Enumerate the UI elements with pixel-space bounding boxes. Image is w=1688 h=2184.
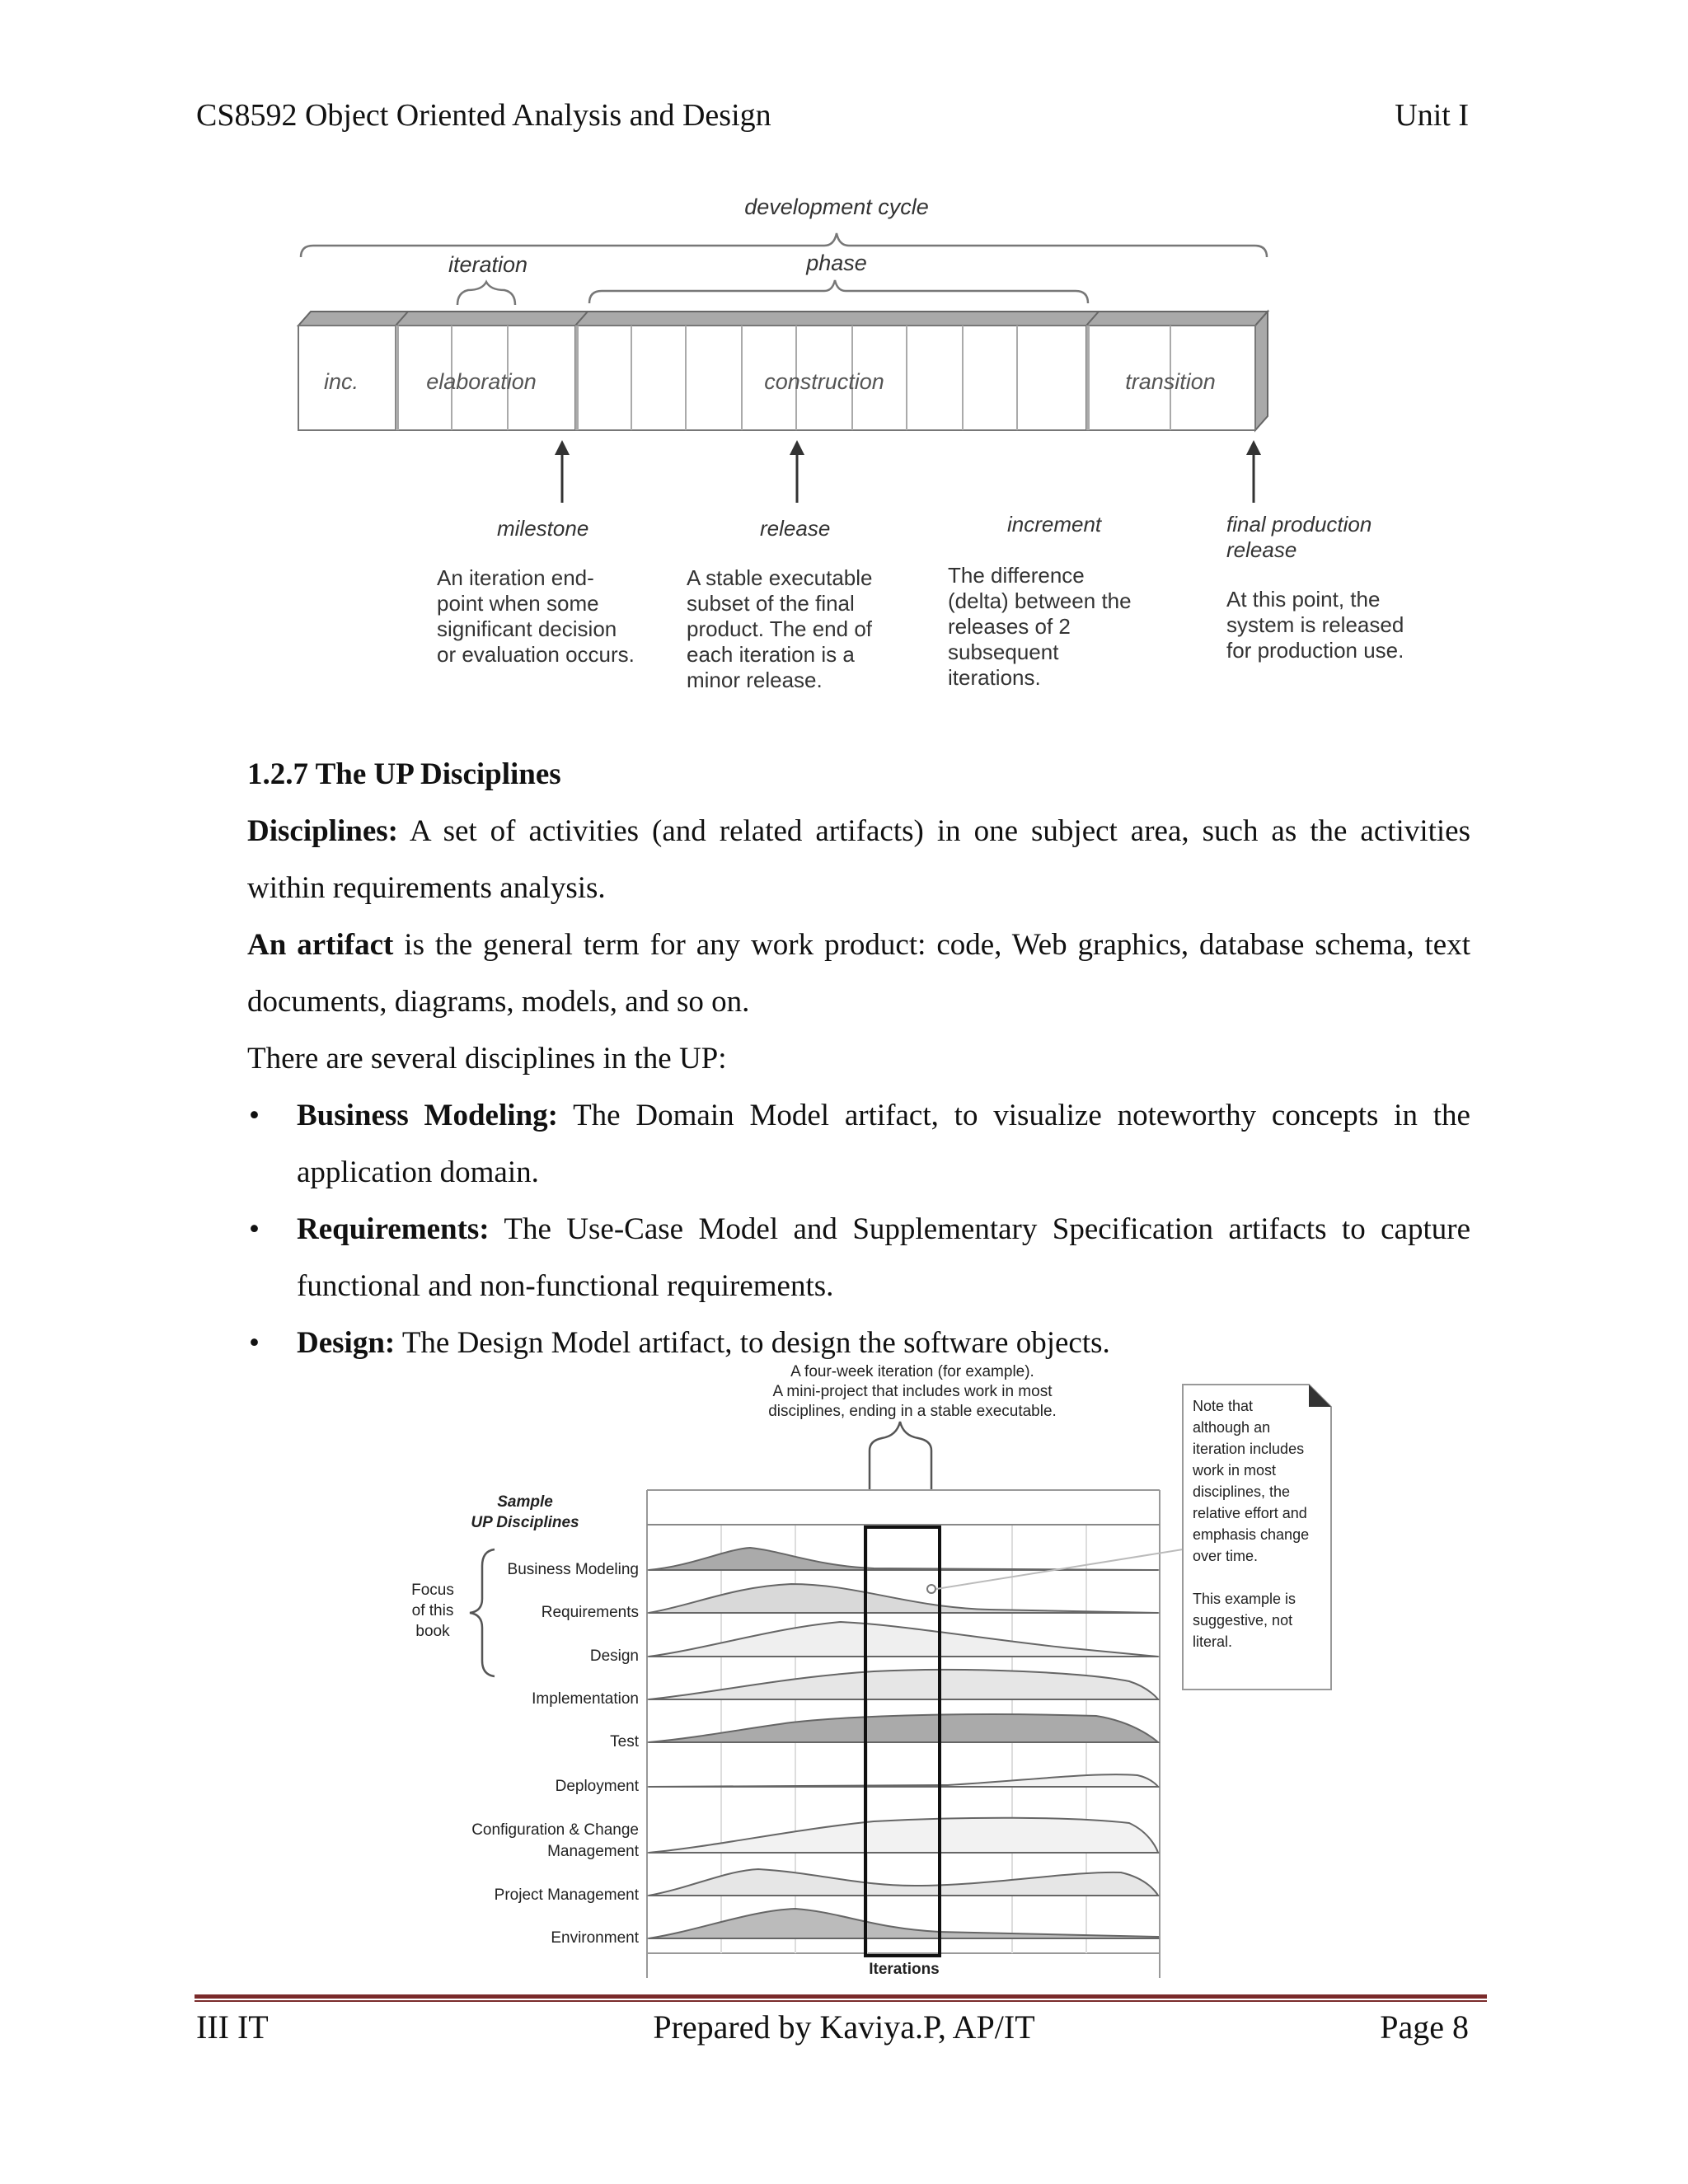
curve-environment [649, 1909, 1158, 1938]
bullet-label: Requirements: [297, 1212, 490, 1246]
increment-desc-4: subsequent [948, 640, 1059, 664]
bullet-text: The Domain Model artifact, to visualize noteworthy concepts in the application domain. [297, 1099, 1470, 1189]
artifact-label: An artifact [247, 928, 394, 962]
curve-design [649, 1622, 1158, 1657]
row-configuration-1: Configuration & Change [471, 1821, 639, 1839]
row-project-management: Project Management [494, 1886, 639, 1904]
sample-title-1: Sample [497, 1493, 553, 1511]
increment-desc-3: releases of 2 [948, 614, 1071, 639]
curve-test [649, 1714, 1158, 1742]
sample-title-2: UP Disciplines [471, 1514, 579, 1531]
side-note-11: suggestive, not [1193, 1612, 1293, 1629]
disciplines-intro: There are several disciplines in the UP: [247, 1042, 727, 1076]
phase-label-transition: transition [1125, 369, 1216, 394]
focus-1: Focus [411, 1582, 454, 1599]
release-desc-5: minor release. [687, 668, 823, 692]
curve-configuration [649, 1818, 1158, 1853]
final-release-desc-2: system is released [1226, 612, 1404, 637]
focus-3: book [415, 1623, 450, 1640]
curve-project-management [649, 1869, 1158, 1896]
side-note-5: disciplines, the [1193, 1483, 1291, 1500]
side-note-10: This example is [1193, 1591, 1296, 1607]
phase-label-elaboration: elaboration [426, 369, 537, 394]
iteration-note-1: A four-week iteration (for example). [790, 1363, 1034, 1380]
iterations-label: Iterations [869, 1961, 940, 1978]
bullet-text: The Design Model artifact, to design the software objects. [395, 1326, 1110, 1360]
row-business-modeling: Business Modeling [507, 1561, 639, 1578]
bullet-icon: • [249, 1099, 260, 1132]
section-heading: 1.2.7 The UP Disciplines [247, 757, 561, 791]
iteration-note-3: disciplines, ending in a stable executable. [768, 1403, 1057, 1420]
increment-desc-5: iterations. [948, 665, 1041, 690]
footer-class: III IT [196, 2008, 269, 2046]
release-title: release [760, 516, 831, 541]
bullet-icon: • [249, 1212, 260, 1246]
release-desc-3: product. The end of [687, 616, 873, 641]
increment-title: increment [1007, 512, 1102, 537]
bullet-label: Business Modeling: [297, 1099, 558, 1132]
footer-page-number: Page 8 [1380, 2008, 1469, 2046]
increment-desc-1: The difference [948, 563, 1085, 588]
header-unit: Unit I [1395, 98, 1469, 133]
iteration-note-2: A mini-project that includes work in most [772, 1383, 1053, 1400]
curve-requirements [649, 1584, 1158, 1613]
side-note-8: over time. [1193, 1548, 1259, 1564]
milestone-desc-3: significant decision [437, 616, 617, 641]
curve-business-modeling [649, 1548, 1158, 1570]
phase-label-construction: construction [764, 369, 884, 394]
label-development-cycle: development cycle [744, 194, 929, 219]
milestone-desc-1: An iteration end- [437, 565, 594, 590]
milestone-desc-4: or evaluation occurs. [437, 642, 635, 667]
row-implementation: Implementation [532, 1690, 639, 1708]
row-configuration-2: Management [547, 1843, 639, 1860]
curve-implementation [649, 1670, 1158, 1699]
final-release-title-2: release [1226, 537, 1297, 562]
header-course-title: CS8592 Object Oriented Analysis and Design [196, 98, 771, 133]
curve-deployment [649, 1774, 1158, 1787]
focus-brace [470, 1549, 495, 1676]
disciplines-label: Disciplines: [247, 814, 398, 848]
side-note-4: work in most [1193, 1462, 1277, 1479]
row-environment: Environment [551, 1929, 639, 1947]
release-desc-1: A stable executable [687, 565, 873, 590]
side-note-2: although an [1193, 1419, 1271, 1436]
disciplines-text: A set of activities (and related artifacts) in one subject area, such as the activities within requirements analysis. [247, 814, 1470, 905]
row-test: Test [610, 1733, 639, 1750]
row-design: Design [589, 1647, 639, 1665]
milestone-title: milestone [497, 516, 589, 541]
side-note-3: iteration includes [1193, 1441, 1305, 1457]
row-requirements: Requirements [541, 1604, 639, 1621]
footer-author: Prepared by Kaviya.P, AP/IT [653, 2008, 1035, 2046]
bullet-text: The Use-Case Model and Supplementary Specification artifacts to capture functional and non-functional requirements. [297, 1212, 1470, 1303]
final-release-desc-3: for production use. [1226, 638, 1404, 663]
increment-desc-2: (delta) between the [948, 588, 1132, 613]
side-note-1: Note that [1193, 1398, 1254, 1414]
label-phase: phase [806, 251, 867, 275]
label-iteration: iteration [448, 252, 528, 277]
bullet-label: Design: [297, 1326, 396, 1360]
iteration-note-brace [870, 1422, 931, 1490]
final-release-title-1: final production [1226, 512, 1372, 537]
final-release-desc-1: At this point, the [1226, 587, 1381, 612]
side-note-6: relative effort and [1193, 1505, 1307, 1521]
side-note-12: literal. [1193, 1633, 1233, 1650]
milestone-desc-2: point when some [437, 591, 599, 616]
bullet-icon: • [249, 1326, 260, 1360]
release-desc-2: subset of the final [687, 591, 855, 616]
footer-rule [195, 1994, 1487, 2003]
focus-2: of this [411, 1602, 454, 1619]
phase-label-inception: inc. [323, 369, 359, 394]
side-note-7: emphasis change [1193, 1526, 1310, 1543]
side-note-corner [1309, 1385, 1331, 1407]
release-desc-4: each iteration is a [687, 642, 855, 667]
artifact-text: is the general term for any work product: code, Web graphics, database schema, text documents, diagrams, models, and so on. [247, 928, 1470, 1019]
requirements-marker [927, 1585, 935, 1593]
row-deployment: Deployment [555, 1778, 639, 1795]
